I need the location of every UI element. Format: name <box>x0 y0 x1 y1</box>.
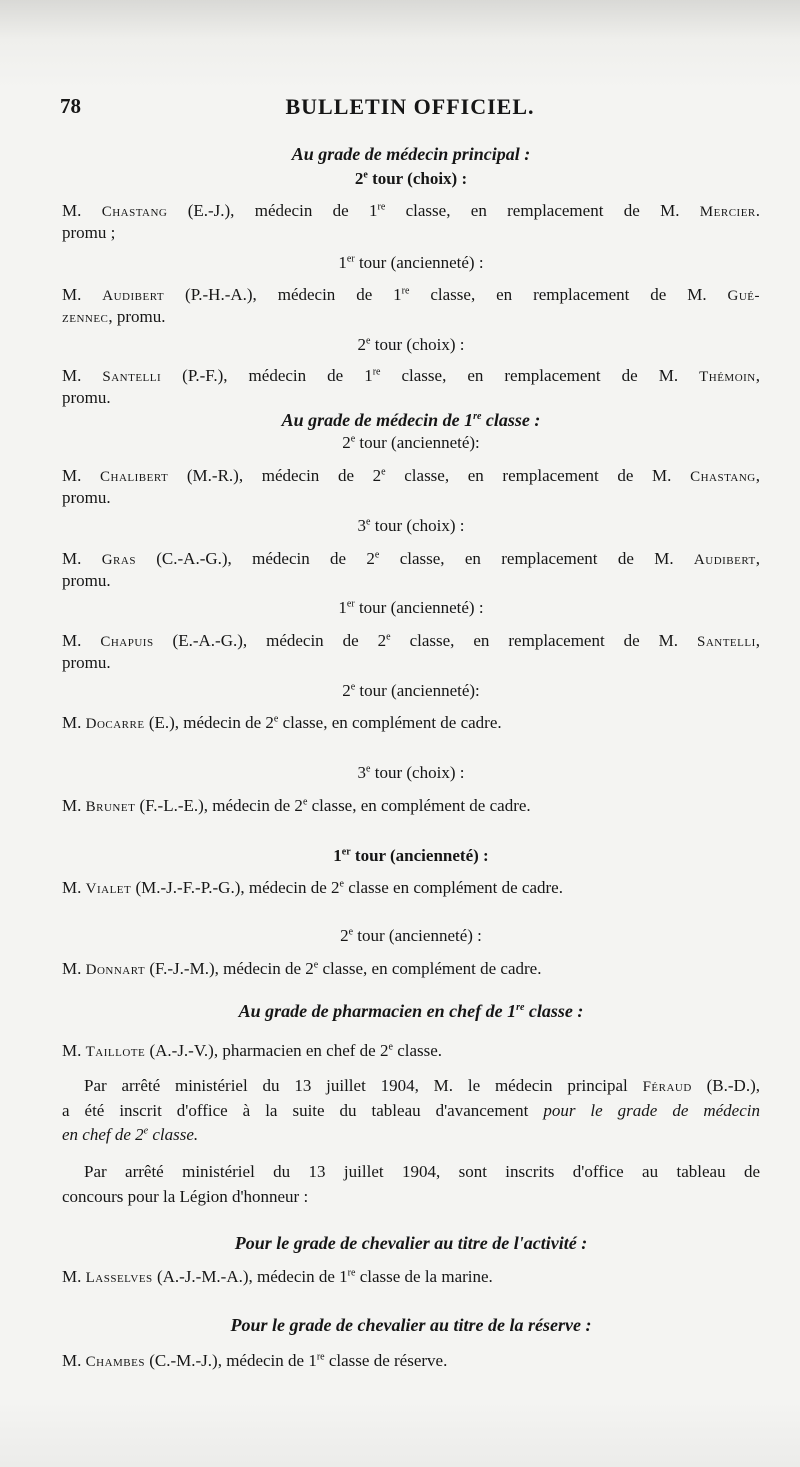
tour-label: 3e tour (choix) : <box>357 763 465 782</box>
paragraph-line: en chef de 2e classe. <box>62 1125 199 1144</box>
entry-line: promu. <box>62 488 111 507</box>
tour-label: 2e tour (choix) : <box>354 169 468 188</box>
running-title: BULLETIN OFFICIEL. <box>285 94 535 119</box>
entry-line: M. Vialet (M.-J.-F.-P.-G.), médecin de 2e classe en complément de cadre. <box>62 878 563 897</box>
tour-label: 3e tour (choix) : <box>357 516 465 535</box>
tour-label: 2e tour (ancienneté) : <box>340 926 482 945</box>
tour-label: 1er tour (ancienneté) : <box>338 598 484 617</box>
entry-line: M. Chalibert (M.-R.), médecin de 2e classe, en remplacement de M. Chastang, <box>62 466 760 485</box>
paragraph-line: Par arrêté ministériel du 13 juillet 1904, M. le médecin principal Féraud (B.-D.), <box>84 1076 760 1095</box>
entry-line: promu ; <box>62 223 116 242</box>
paragraph-line: concours pour la Légion d'honneur : <box>62 1187 309 1206</box>
paragraph-line: a été inscrit d'office à la suite du tableau d'avancement pour le grade de médecin <box>62 1101 760 1120</box>
entry-line: M. Chapuis (E.-A.-G.), médecin de 2e classe, en remplacement de M. Santelli, <box>62 631 761 650</box>
entry-line: M. Taillote (A.-J.-V.), pharmacien en chef de 2e classe. <box>62 1041 443 1060</box>
page-number: 78 <box>60 94 81 118</box>
entry-line: M. Chambes (C.-M.-J.), médecin de 1re classe de réserve. <box>62 1351 448 1370</box>
entry-line: M. Chastang (E.-J.), médecin de 1re classe, en remplacement de M. Mercier. <box>62 201 760 220</box>
entry-line: M. Santelli (P.-F.), médecin de 1re classe, en remplacement de M. Thémoin, <box>62 366 761 385</box>
entry-line: M. Lasselves (A.-J.-M.-A.), médecin de 1re classe de la marine. <box>62 1267 493 1286</box>
tour-label: 2e tour (ancienneté): <box>342 681 480 700</box>
entry-line: M. Docarre (E.), médecin de 2e classe, en complément de cadre. <box>62 713 502 732</box>
entry-line: promu. <box>62 388 111 407</box>
tour-label: 2e tour (ancienneté): <box>342 433 480 452</box>
entry-line: M. Audibert (P.-H.-A.), médecin de 1re classe, en remplacement de M. Gué- <box>62 285 760 304</box>
section-heading: Pour le grade de chevalier au titre de l'activité : <box>234 1233 588 1253</box>
section-heading: Au grade de médecin principal : <box>291 144 531 164</box>
entry-line: M. Brunet (F.-L.-E.), médecin de 2e classe, en complément de cadre. <box>62 796 531 815</box>
tour-label: 1er tour (ancienneté) : <box>338 253 484 272</box>
page-header <box>60 94 760 124</box>
entry-line: M. Gras (C.-A.-G.), médecin de 2e classe, en remplacement de M. Audibert, <box>62 549 761 568</box>
paragraph-line: Par arrêté ministériel du 13 juillet 1904, sont inscrits d'office au tableau de <box>84 1162 760 1181</box>
section-heading: Au grade de médecin de 1re classe : <box>281 410 541 430</box>
tour-label: 1er tour (ancienneté) : <box>333 846 489 865</box>
section-heading: Pour le grade de chevalier au titre de la réserve : <box>230 1315 592 1335</box>
entry-line: promu. <box>62 653 111 672</box>
entry-line: promu. <box>62 571 111 590</box>
entry-line: M. Donnart (F.-J.-M.), médecin de 2e classe, en complément de cadre. <box>62 959 542 978</box>
section-heading: Au grade de pharmacien en chef de 1re classe : <box>238 1001 584 1021</box>
tour-label: 2e tour (choix) : <box>357 335 465 354</box>
entry-line: zennec, promu. <box>62 307 166 326</box>
